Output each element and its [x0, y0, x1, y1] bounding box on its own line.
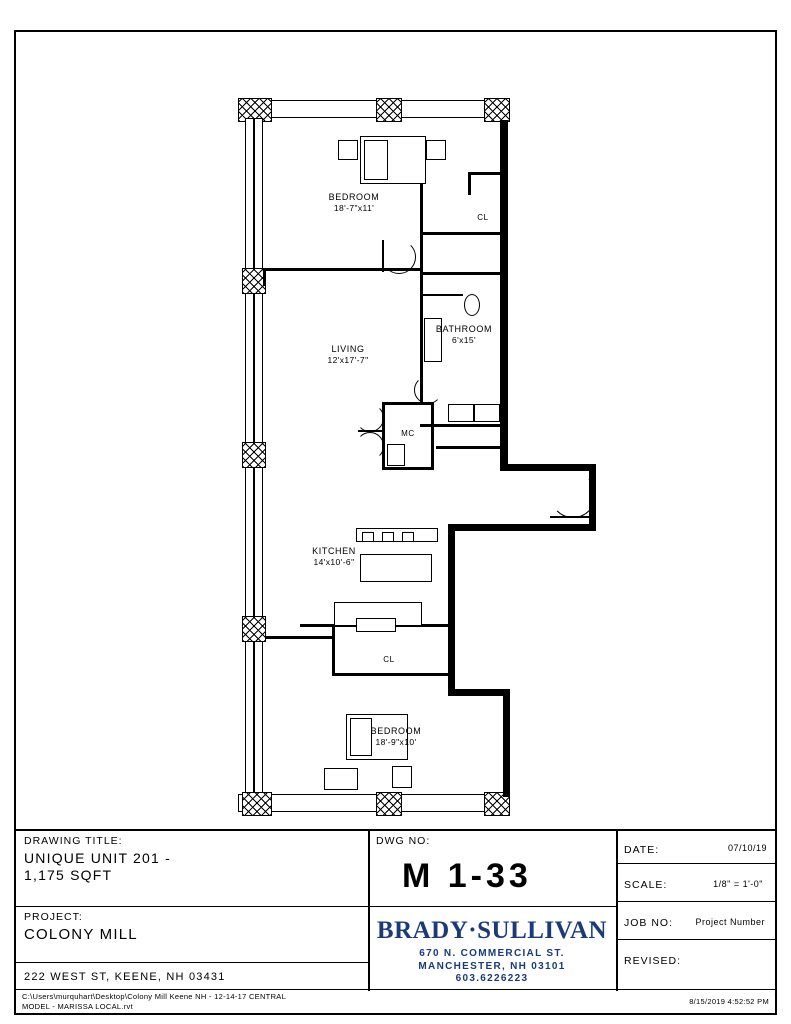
interior-wall-bath-bottom2 [436, 446, 504, 449]
room-label-closet-2: CL [383, 655, 395, 664]
brand-cell [368, 907, 616, 991]
nightstand [338, 140, 358, 160]
room-label-mc: MC [401, 429, 415, 438]
vanity-sink [448, 404, 474, 422]
interior-wall-lower-jog [300, 624, 334, 627]
door-leaf-entry [550, 516, 596, 518]
brand-address [376, 948, 608, 986]
pillow [364, 140, 388, 180]
kitchen-stool [402, 532, 414, 542]
masonry-pier [242, 442, 266, 468]
interior-wall-closet2-left [332, 624, 335, 676]
file-path-line-2: MODEL - MARISSA LOCAL.rvt [22, 1001, 133, 1011]
interior-wall-bath-div [423, 294, 463, 296]
door-swing-mc [356, 404, 384, 432]
project-address-value: 222 WEST ST, KEENE, NH 03431 [24, 971, 226, 983]
interior-wall-closet-top [468, 172, 504, 175]
project-value: COLONY MILL [24, 926, 138, 943]
interior-wall-bedroom1-closet [420, 172, 423, 272]
revised-cell [616, 940, 775, 991]
washer-dryer [387, 444, 405, 466]
dresser [324, 768, 358, 790]
floor-plan [16, 32, 775, 822]
masonry-pier [376, 792, 402, 816]
dwg-no-label: DWG NO: [376, 835, 431, 847]
project-cell [16, 907, 368, 963]
coffee-table [356, 618, 396, 632]
door-swing-mc-2 [356, 432, 384, 460]
drawing-title-value-1: UNIQUE UNIT 201 - [24, 850, 171, 866]
scale-value: 1/8" = 1'-0" [713, 879, 763, 889]
drawing-sheet [14, 30, 777, 1015]
sheet-footer [16, 989, 775, 1013]
file-path-line-1: C:\Users\murquhart\Desktop\Colony Mill Keene NH - 12-14-17 CENTRAL [22, 992, 287, 1001]
door-leaf-mc [358, 430, 384, 432]
dwg-no-cell [368, 831, 616, 907]
job-no-cell [616, 902, 775, 940]
nightstand [392, 766, 412, 788]
drawing-title-value-2: 1,175 SQFT [24, 867, 113, 883]
date-value: 07/10/19 [727, 843, 767, 853]
date-cell [616, 831, 775, 864]
door-swing-bedroom1 [382, 240, 416, 274]
masonry-pier [242, 792, 272, 816]
interior-wall-closet-bottom [420, 232, 504, 235]
date-label: DATE: [624, 844, 660, 856]
exterior-wall-top [238, 100, 510, 118]
job-no-label: JOB NO: [624, 917, 674, 929]
masonry-pier [242, 616, 266, 642]
room-label-living: LIVING 12'x17'-7" [327, 344, 369, 365]
party-wall-jog-bottom [448, 524, 596, 531]
project-address-cell [16, 963, 368, 991]
exterior-wall-bottom [238, 794, 510, 812]
room-label-bedroom-1: BEDROOM 18'-7"x11' [328, 192, 380, 213]
room-label-bedroom-2: BEDROOM 18'-9"x10' [370, 726, 422, 747]
party-wall-right-tail [503, 689, 510, 797]
interior-wall-lower-left [266, 636, 332, 639]
job-no-value: Project Number [695, 917, 765, 927]
brand-address-line-2: MANCHESTER, NH 03101 [418, 960, 566, 972]
file-path [22, 992, 286, 1011]
plot-timestamp: 8/15/2019 4:52:52 PM [689, 997, 769, 1006]
door-leaf-bedroom1 [382, 240, 384, 272]
drawing-title-label: DRAWING TITLE: [24, 835, 123, 847]
room-label-closet-1: CL [477, 213, 489, 222]
room-label-bathroom: BATHROOM 6'x15' [435, 324, 493, 345]
brand-phone: 603.6226223 [455, 973, 529, 984]
interior-wall-bath-top [420, 272, 504, 275]
brand-block [376, 917, 608, 986]
vanity-sink [474, 404, 500, 422]
interior-wall-closet2-bottom [332, 673, 450, 676]
room-label-kitchen: KITCHEN 14'x10'-6" [312, 546, 356, 567]
interior-wall-mc-bottom [382, 467, 434, 470]
party-wall-bottom-return [448, 689, 510, 696]
revised-label: REVISED: [624, 955, 682, 967]
masonry-pier [484, 98, 510, 122]
project-label: PROJECT: [24, 911, 83, 923]
scale-label: SCALE: [624, 879, 668, 891]
door-swing-living-bath [414, 376, 442, 404]
kitchen-stool [362, 532, 374, 542]
interior-wall-bedroom1-jog [263, 270, 266, 286]
brand-name: BRADY·SULLIVAN [376, 917, 608, 944]
interior-wall-closet-left [468, 175, 471, 195]
drawing-title-cell [16, 831, 368, 907]
interior-wall-mc-right [431, 402, 434, 470]
scale-cell [616, 864, 775, 902]
nightstand [426, 140, 446, 160]
kitchen-stool [382, 532, 394, 542]
dwg-no-value: M 1-33 [402, 857, 532, 895]
party-wall-jog-top [500, 464, 596, 471]
brand-address-line-1: 670 N. COMMERCIAL ST. [419, 948, 565, 959]
toilet-fixture [464, 294, 480, 316]
title-block [16, 829, 775, 989]
party-wall-right-lower [448, 524, 455, 696]
masonry-pier [376, 98, 402, 122]
